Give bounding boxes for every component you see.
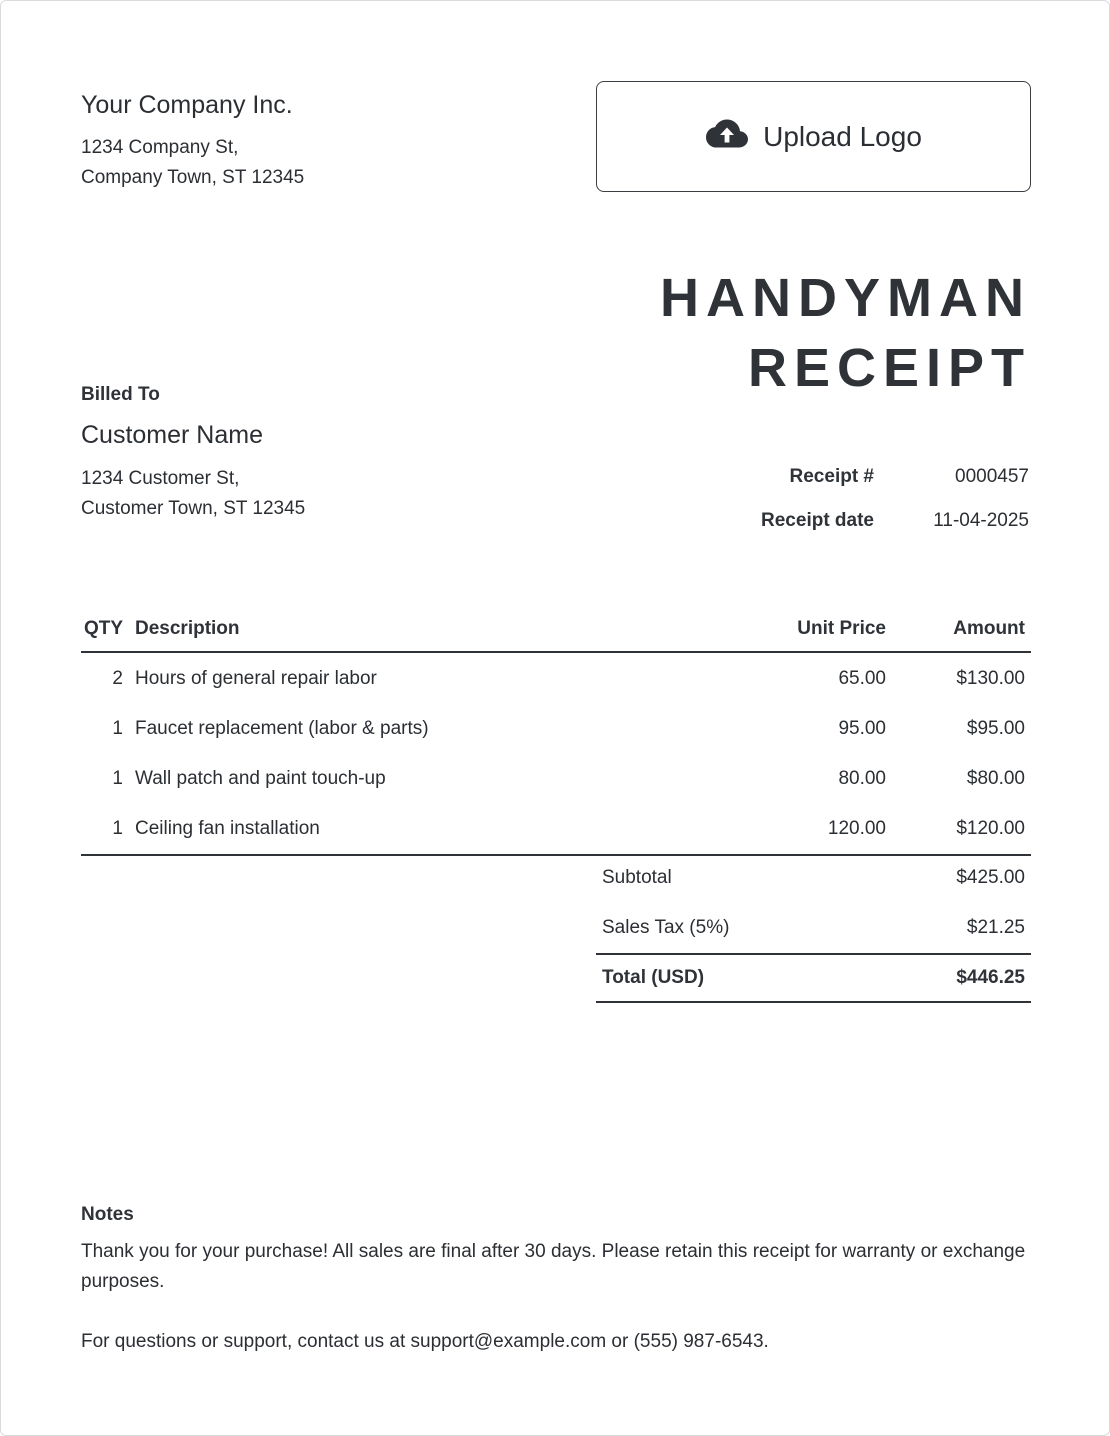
cell-description: Ceiling fan installation [135,818,320,839]
customer-address[interactable] [81,464,305,524]
sales-tax-value: $21.25 [966,917,1025,938]
header-qty: QTY [83,617,123,639]
receipt-meta [689,455,1029,543]
table-row[interactable] [81,754,1031,804]
subtotal-value: $425.00 [956,867,1025,888]
cell-qty: 1 [112,768,123,789]
header-amount: Amount [953,617,1025,639]
receipt-date-row [689,499,1029,543]
company-address[interactable] [81,133,304,193]
company-name[interactable]: Your Company Inc. [81,91,293,119]
customer-address-line1: 1234 Customer St, [81,468,240,489]
subtotal-label: Subtotal [602,867,672,888]
total-row [596,953,1031,1003]
cell-qty: 1 [112,718,123,739]
document-title-line2: RECEIPT [747,338,1031,398]
cell-description: Faucet replacement (labor & parts) [135,718,429,739]
receipt-date-label: Receipt date [761,510,874,531]
cell-amount: $120.00 [956,818,1025,839]
table-header [81,606,1031,653]
cell-qty: 1 [112,818,123,839]
table-row[interactable] [81,804,1031,854]
customer-address-line2: Customer Town, ST 12345 [81,498,306,519]
company-address-line1: 1234 Company St, [81,137,239,158]
notes-contact[interactable]: For questions or support, contact us at support@example.com or (555) 987-6543. [81,1331,769,1352]
cell-description: Hours of general repair labor [135,668,377,689]
totals-block [596,853,1031,1003]
notes-label: Notes [81,1204,134,1225]
company-address-line2: Company Town, ST 12345 [81,167,305,188]
document-title-line1: HANDYMAN [660,268,1031,328]
cell-unit-price: 65.00 [838,668,886,689]
header-description: Description [135,617,240,639]
cloud-upload-icon [705,118,749,155]
upload-logo-button[interactable] [596,81,1031,192]
table-body [81,653,1031,856]
header-unit-price: Unit Price [797,617,886,639]
cell-description: Wall patch and paint touch-up [135,768,386,789]
receipt-number-row [689,455,1029,499]
receipt-date-value[interactable]: 11-04-2025 [933,510,1029,531]
cell-amount: $95.00 [966,718,1025,739]
cell-unit-price: 120.00 [827,818,886,839]
billed-to-label: Billed To [81,384,160,405]
table-row[interactable] [81,704,1031,754]
cell-qty: 2 [112,668,123,689]
sales-tax-row [596,903,1031,953]
notes-text[interactable]: Thank you for your purchase! All sales are final after 30 days. Please retain this receipt for warranty or exchange purposes. [81,1241,1026,1292]
receipt-number-value[interactable]: 0000457 [955,466,1029,487]
cell-amount: $80.00 [966,768,1025,789]
document-title [660,263,1031,403]
total-label: Total (USD) [602,967,705,988]
table-row[interactable] [81,654,1031,704]
cell-unit-price: 80.00 [838,768,886,789]
subtotal-row [596,853,1031,903]
upload-logo-label: Upload Logo [763,120,922,152]
sales-tax-label[interactable]: Sales Tax (5%) [602,917,730,938]
line-items-table [81,606,1031,856]
customer-name[interactable]: Customer Name [81,421,263,449]
total-value: $446.25 [956,967,1025,988]
cell-amount: $130.00 [956,668,1025,689]
receipt-number-label: Receipt # [789,466,874,487]
cell-unit-price: 95.00 [838,718,886,739]
